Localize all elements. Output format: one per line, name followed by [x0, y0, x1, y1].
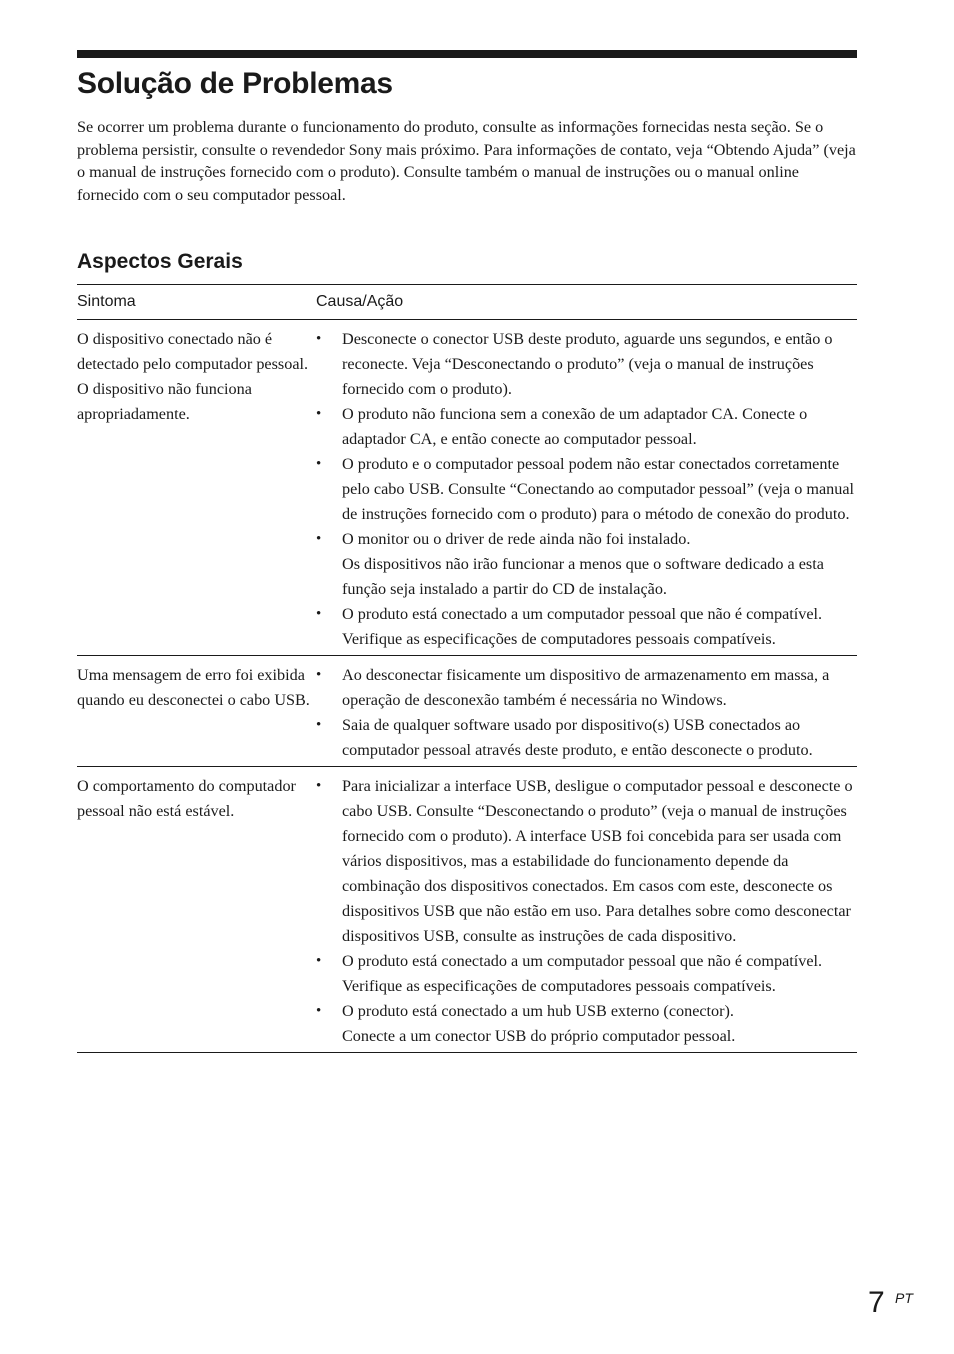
table-row [77, 656, 857, 767]
cause-cell [316, 774, 857, 1049]
page-language-code: PT [895, 1290, 913, 1306]
cause-text: Desconecte o conector USB deste produto, aguarde uns segundos, e então o reconecte. Veja “Desconectando o produto” (veja o manual de instruções fornecido com o produto). [342, 330, 833, 398]
cause-text: O produto está conectado a um hub USB externo (conector). [342, 1002, 734, 1020]
cause-text: Ao desconectar fisicamente um dispositivo de armazenamento em massa, a operação de desconexão também é necessária no Windows. [342, 666, 830, 709]
page-number: 7 [868, 1286, 885, 1319]
column-header-symptom: Sintoma [77, 293, 136, 310]
top-rule [77, 50, 857, 58]
cause-item [316, 774, 857, 949]
cause-text: O produto está conectado a um computador pessoal que não é compatível. [342, 952, 823, 970]
symptom-cell: O comportamento do computador pessoal não está estável. [77, 777, 296, 820]
cause-list [316, 774, 857, 1049]
symptom-cell: Uma mensagem de erro foi exibida quando eu desconectei o cabo USB. [77, 666, 310, 709]
cause-text: O produto está conectado a um computador pessoal que não é compatível. [342, 605, 823, 623]
page-title: Solução de Problemas [77, 67, 393, 100]
cause-item [316, 663, 857, 713]
intro-paragraph: Se ocorrer um problema durante o funcionamento do produto, consulte as informações fornecidas nesta seção. Se o problema persistir, consulte o revendedor Sony mais próximo. Para informações de contato, veja “Obtendo Ajuda” (veja o manual de instruções fornecido com o produto). Consulte também o manual de instruções ou o manual online fornecido com o seu computador pessoal. [77, 118, 856, 204]
table-row [77, 320, 857, 656]
cause-text: O produto não funciona sem a conexão de um adaptador CA. Conecte o adaptador CA, e então conecte ao computador pessoal. [342, 405, 808, 448]
table-row [77, 767, 857, 1053]
symptom-cell: O dispositivo conectado não é detectado pelo computador pessoal. O dispositivo não funciona apropriadamente. [77, 330, 309, 423]
cause-cell [316, 663, 857, 763]
cause-item [316, 602, 857, 652]
cause-text: O produto e o computador pessoal podem não estar conectados corretamente pelo cabo USB. Consulte “Conectando ao computador pessoal” (veja o manual de instruções fornecido com o produto) para o método de conexão do produto. [342, 455, 855, 523]
cause-item [316, 402, 857, 452]
cause-item [316, 327, 857, 402]
cause-item [316, 949, 857, 999]
section-heading: Aspectos Gerais [77, 250, 243, 273]
cause-item [316, 527, 857, 602]
cause-note: Verifique as especificações de computadores pessoais compatíveis. [342, 977, 776, 995]
troubleshooting-table [77, 284, 857, 1053]
cause-item [316, 999, 857, 1049]
cause-text: Para inicializar a interface USB, desligue o computador pessoal e desconecte o cabo USB. Consulte “Desconectando o produto” (veja o manual de instruções fornecido com o produto). A interface USB foi concebida para ser usada com vários dispositivos, mas a estabilidade do funcionamento depende da combinação dos dispositivos conectados. Em casos com este, desconecte os dispositivos USB que não estão em uso. Para detalhes sobre como desconectar dispositivos USB, consulte as instruções de cada dispositivo. [342, 777, 853, 945]
column-header-cause: Causa/Ação [316, 293, 404, 310]
cause-item [316, 452, 857, 527]
table-header [77, 285, 857, 320]
cause-text: O monitor ou o driver de rede ainda não foi instalado. [342, 530, 691, 548]
cause-note: Conecte a um conector USB do próprio computador pessoal. [342, 1027, 736, 1045]
cause-list [316, 663, 857, 763]
cause-note: Verifique as especificações de computadores pessoais compatíveis. [342, 630, 776, 648]
cause-item [316, 713, 857, 763]
cause-cell [316, 327, 857, 652]
cause-list [316, 327, 857, 652]
cause-text: Saia de qualquer software usado por dispositivo(s) USB conectados ao computador pessoal através deste produto, e então desconecte o produto. [342, 716, 813, 759]
cause-note: Os dispositivos não irão funcionar a menos que o software dedicado a esta função seja instalado a partir do CD de instalação. [342, 555, 824, 598]
